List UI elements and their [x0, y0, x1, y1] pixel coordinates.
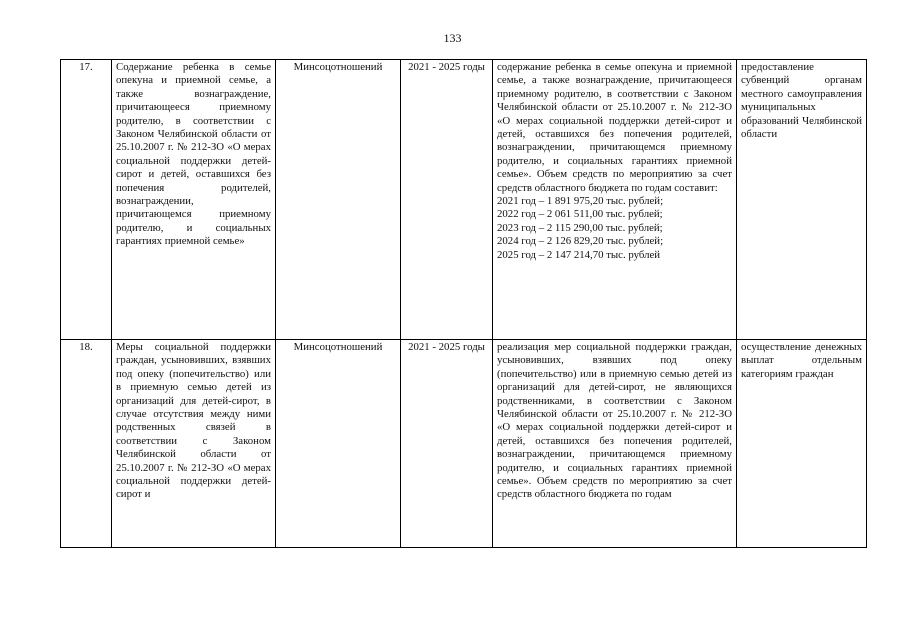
row-number: 17.	[61, 60, 112, 340]
table-row	[61, 340, 867, 548]
row-number: 18.	[61, 340, 112, 548]
executor: Минсоцотношений	[276, 340, 401, 548]
measure-name: Содержание ребенка в семье опекуна и приемной семье, а также вознаграждение, причитающееся приемному родителю, в соответствии с Законом Челябинской области от 25.10.2007 г. № 212-ЗО «О мерах социальной поддержки детей-сирот и детей, оставшихся без попечения родителей, вознаграждении, причитающемся приемному родителю, и социальных гарантиях приемной семье»	[112, 60, 276, 340]
program-measures-table	[60, 59, 867, 548]
executor: Минсоцотношений	[276, 60, 401, 340]
measure-description	[493, 60, 737, 340]
implementation-mechanism: осуществление денежных выплат отдельным категориям граждан	[737, 340, 867, 548]
measure-description: реализация мер социальной поддержки граждан, усыновивших, взявших под опеку (попечительство) или в приемную семью детей из организаций для детей-сирот, не являющихся родственниками, в соответствии с Законом Челябинской области от 25.10.2007 г. № 212-ЗО «О мерах социальной поддержки детей-сирот и детей, оставшихся без попечения родителей, вознаграждении, причитающемся приемному родителю, и социальных гарантиях приемной семье». Объем средств по мероприятию за счет средств областного бюджета по годам	[493, 340, 737, 548]
page-number: 133	[443, 31, 462, 45]
table-row	[61, 60, 867, 340]
amount-line: 2022 год – 2 061 511,00 тыс. рублей;	[497, 208, 663, 221]
amount-line: 2025 год – 2 147 214,70 тыс. рублей	[497, 248, 661, 261]
amount-line: 2023 год – 2 115 290,00 тыс. рублей;	[497, 221, 663, 234]
implementation-years: 2021 - 2025 годы	[401, 60, 493, 340]
amount-line: 2021 год – 1 891 975,20 тыс. рублей;	[497, 195, 664, 208]
implementation-years: 2021 - 2025 годы	[401, 340, 493, 548]
description-text: содержание ребенка в семье опекуна и приемной семье, а также вознаграждение, причитающееся приемному родителю, в соответствии с Законом Челябинской области от 25.10.2007 г. № 212-ЗО «О мерах социальной поддержки детей-сирот и детей, оставшихся без попечения родителей, вознаграждении, причитающемся приемному родителю, и социальных гарантиях приемной семье». Объем средств по мероприятию за счет средств областного бюджета по годам составит:	[497, 61, 732, 194]
measure-name: Меры социальной поддержки граждан, усыновивших, взявших под опеку (попечительство) или в приемную семью детей из организаций для детей-сирот, в случае отсутствия между ними родственных связей в соответствии с Законом Челябинской области от 25.10.2007 г. № 212-ЗО «О мерах социальной поддержки детей-сирот и	[112, 340, 276, 548]
amount-line: 2024 год – 2 126 829,20 тыс. рублей;	[497, 235, 664, 248]
implementation-mechanism: предоставление субвенций органам местного самоуправления муниципальных образований Челябинской области	[737, 60, 867, 340]
